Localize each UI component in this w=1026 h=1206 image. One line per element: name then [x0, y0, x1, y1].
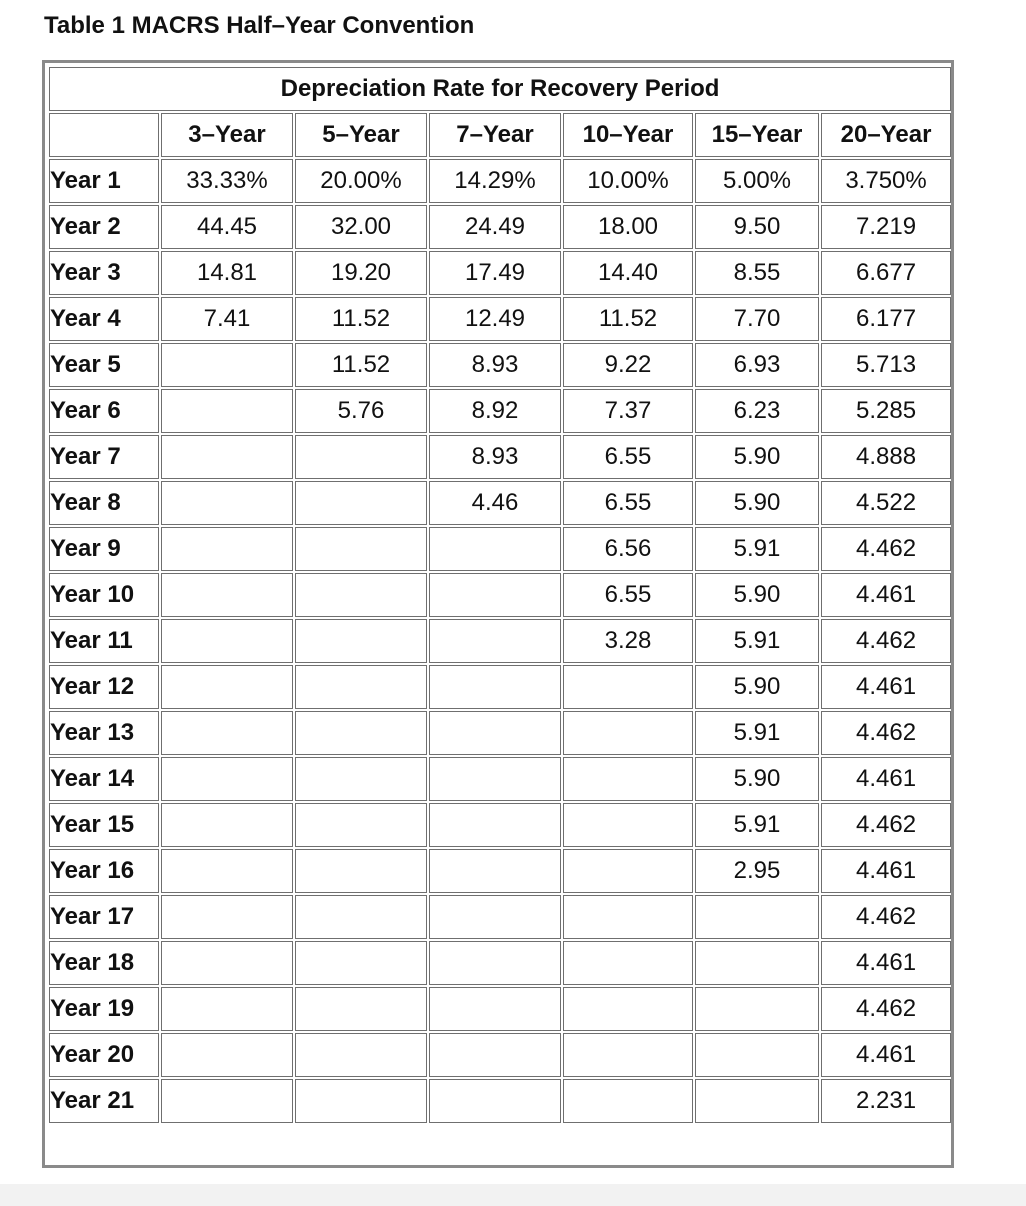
rate-cell: 2.95 [695, 849, 819, 893]
rate-cell: 33.33% [161, 159, 293, 203]
rate-cell [563, 1079, 693, 1123]
rate-cell: 5.90 [695, 435, 819, 479]
row-label: Year 4 [49, 297, 159, 341]
row-label: Year 21 [49, 1079, 159, 1123]
table-row [49, 159, 951, 203]
table-row [49, 941, 951, 985]
table-row [49, 435, 951, 479]
rate-cell: 4.462 [821, 895, 951, 939]
rate-cell: 7.70 [695, 297, 819, 341]
rate-cell [161, 711, 293, 755]
row-label: Year 20 [49, 1033, 159, 1077]
rate-cell [563, 757, 693, 801]
rate-cell [161, 619, 293, 663]
rate-cell [295, 435, 427, 479]
rate-cell: 4.46 [429, 481, 561, 525]
rate-cell [429, 711, 561, 755]
rate-cell: 5.90 [695, 757, 819, 801]
rate-cell [429, 665, 561, 709]
row-label: Year 5 [49, 343, 159, 387]
rate-cell [563, 895, 693, 939]
rate-cell: 8.93 [429, 435, 561, 479]
rate-cell: 2.231 [821, 1079, 951, 1123]
row-label: Year 15 [49, 803, 159, 847]
rate-cell: 4.888 [821, 435, 951, 479]
row-label: Year 6 [49, 389, 159, 433]
table-row [49, 895, 951, 939]
rate-cell: 8.92 [429, 389, 561, 433]
rate-cell: 4.462 [821, 803, 951, 847]
rate-cell: 4.522 [821, 481, 951, 525]
rate-cell: 6.177 [821, 297, 951, 341]
table-row [49, 665, 951, 709]
rate-cell: 9.22 [563, 343, 693, 387]
rate-cell [563, 987, 693, 1031]
rate-cell [295, 895, 427, 939]
rate-cell: 4.461 [821, 849, 951, 893]
rate-cell: 5.90 [695, 481, 819, 525]
table-row [49, 1079, 951, 1123]
rate-cell: 4.461 [821, 1033, 951, 1077]
rate-cell [295, 849, 427, 893]
rate-cell [295, 527, 427, 571]
rate-cell: 4.462 [821, 619, 951, 663]
rate-cell [695, 1079, 819, 1123]
table-row [49, 297, 951, 341]
rate-cell [295, 757, 427, 801]
rate-cell [429, 941, 561, 985]
rate-cell: 19.20 [295, 251, 427, 295]
rate-cell [695, 895, 819, 939]
rate-cell [161, 803, 293, 847]
rate-cell [161, 1033, 293, 1077]
rate-cell [429, 1079, 561, 1123]
rate-cell: 5.90 [695, 665, 819, 709]
rate-cell: 6.93 [695, 343, 819, 387]
rate-cell: 11.52 [295, 297, 427, 341]
rate-cell [695, 1033, 819, 1077]
column-header-3-year: 3–Year [161, 113, 293, 157]
column-header-15-year: 15–Year [695, 113, 819, 157]
rate-cell: 3.28 [563, 619, 693, 663]
rate-cell [429, 573, 561, 617]
rate-cell: 8.93 [429, 343, 561, 387]
rate-cell [429, 895, 561, 939]
table-row [49, 757, 951, 801]
rate-cell [695, 941, 819, 985]
rate-cell: 4.461 [821, 941, 951, 985]
row-label: Year 1 [49, 159, 159, 203]
row-label: Year 17 [49, 895, 159, 939]
row-label: Year 14 [49, 757, 159, 801]
rate-cell: 4.462 [821, 527, 951, 571]
macrs-table-frame [42, 60, 954, 1168]
row-label: Year 19 [49, 987, 159, 1031]
rate-cell: 18.00 [563, 205, 693, 249]
row-label: Year 11 [49, 619, 159, 663]
rate-cell [563, 803, 693, 847]
rate-cell [429, 619, 561, 663]
rate-cell: 5.76 [295, 389, 427, 433]
rate-cell: 5.285 [821, 389, 951, 433]
super-header: Depreciation Rate for Recovery Period [49, 67, 951, 111]
rate-cell: 6.55 [563, 435, 693, 479]
table-row [49, 1033, 951, 1077]
rate-cell: 14.81 [161, 251, 293, 295]
rate-cell [295, 665, 427, 709]
table-row [49, 251, 951, 295]
rate-cell: 8.55 [695, 251, 819, 295]
rate-cell: 14.40 [563, 251, 693, 295]
column-header-row [49, 113, 951, 157]
row-label: Year 10 [49, 573, 159, 617]
rate-cell [429, 849, 561, 893]
rate-cell [695, 987, 819, 1031]
rate-cell [295, 619, 427, 663]
rate-cell: 3.750% [821, 159, 951, 203]
rate-cell [161, 987, 293, 1031]
row-label: Year 2 [49, 205, 159, 249]
rate-cell [295, 987, 427, 1031]
column-header-10-year: 10–Year [563, 113, 693, 157]
table-row [49, 711, 951, 755]
table-row [49, 987, 951, 1031]
rate-cell: 17.49 [429, 251, 561, 295]
rate-cell: 7.37 [563, 389, 693, 433]
rate-cell: 44.45 [161, 205, 293, 249]
table-row [49, 343, 951, 387]
table-row [49, 205, 951, 249]
column-header-20-year: 20–Year [821, 113, 951, 157]
row-label: Year 7 [49, 435, 159, 479]
rate-cell: 5.91 [695, 803, 819, 847]
rate-cell [295, 941, 427, 985]
rate-cell [563, 665, 693, 709]
rate-cell: 6.55 [563, 481, 693, 525]
row-label: Year 13 [49, 711, 159, 755]
table-row [49, 527, 951, 571]
rate-cell [295, 803, 427, 847]
row-label: Year 16 [49, 849, 159, 893]
rate-cell [429, 1033, 561, 1077]
rate-cell: 5.713 [821, 343, 951, 387]
rate-cell [161, 435, 293, 479]
row-label: Year 9 [49, 527, 159, 571]
rate-cell [429, 527, 561, 571]
rate-cell: 20.00% [295, 159, 427, 203]
rate-cell [429, 757, 561, 801]
rate-cell [161, 665, 293, 709]
table-row [49, 619, 951, 663]
table-row [49, 849, 951, 893]
rate-cell: 7.219 [821, 205, 951, 249]
rate-cell [161, 573, 293, 617]
rate-cell: 4.461 [821, 573, 951, 617]
rate-cell [429, 987, 561, 1031]
rate-cell: 11.52 [295, 343, 427, 387]
rate-cell [563, 941, 693, 985]
rate-cell: 11.52 [563, 297, 693, 341]
rate-cell: 10.00% [563, 159, 693, 203]
rate-cell [161, 895, 293, 939]
rate-cell [563, 711, 693, 755]
row-label: Year 8 [49, 481, 159, 525]
rate-cell: 6.55 [563, 573, 693, 617]
row-label: Year 3 [49, 251, 159, 295]
rate-cell [295, 1033, 427, 1077]
rate-cell: 14.29% [429, 159, 561, 203]
column-header-7-year: 7–Year [429, 113, 561, 157]
rate-cell [161, 389, 293, 433]
rate-cell [161, 481, 293, 525]
table-title: Table 1 MACRS Half–Year Convention [44, 12, 475, 39]
rate-cell [161, 1079, 293, 1123]
rate-cell: 4.461 [821, 665, 951, 709]
rate-cell: 24.49 [429, 205, 561, 249]
rate-cell: 5.91 [695, 711, 819, 755]
table-row [49, 389, 951, 433]
rate-cell: 32.00 [295, 205, 427, 249]
table-row [49, 481, 951, 525]
rate-cell [161, 343, 293, 387]
column-header-5-year: 5–Year [295, 113, 427, 157]
bottom-band [0, 1184, 1026, 1206]
rate-cell [295, 711, 427, 755]
row-label: Year 18 [49, 941, 159, 985]
table-row [49, 803, 951, 847]
rate-cell: 4.461 [821, 757, 951, 801]
rate-cell: 5.91 [695, 619, 819, 663]
rate-cell: 9.50 [695, 205, 819, 249]
rate-cell [161, 527, 293, 571]
rate-cell: 5.90 [695, 573, 819, 617]
rate-cell: 6.677 [821, 251, 951, 295]
row-label: Year 12 [49, 665, 159, 709]
rate-cell [161, 757, 293, 801]
rate-cell [429, 803, 561, 847]
table-row [49, 573, 951, 617]
rate-cell: 6.23 [695, 389, 819, 433]
macrs-table [47, 65, 953, 1125]
corner-cell [49, 113, 159, 157]
rate-cell [563, 1033, 693, 1077]
rate-cell: 4.462 [821, 987, 951, 1031]
rate-cell [295, 573, 427, 617]
rate-cell: 4.462 [821, 711, 951, 755]
rate-cell: 12.49 [429, 297, 561, 341]
super-header-row [49, 67, 951, 111]
rate-cell [295, 1079, 427, 1123]
rate-cell [161, 849, 293, 893]
rate-cell [295, 481, 427, 525]
rate-cell: 5.91 [695, 527, 819, 571]
rate-cell: 5.00% [695, 159, 819, 203]
rate-cell [161, 941, 293, 985]
rate-cell: 7.41 [161, 297, 293, 341]
rate-cell: 6.56 [563, 527, 693, 571]
rate-cell [563, 849, 693, 893]
